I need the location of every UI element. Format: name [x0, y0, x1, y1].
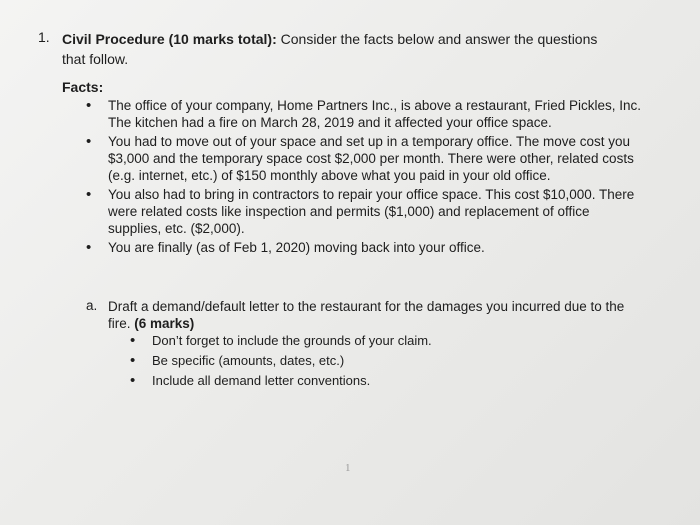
facts-list — [86, 97, 646, 258]
part-a-bullet: • Don’t forget to include the grounds of your claim. — [130, 332, 590, 349]
fact-item: • The office of your company, Home Partners Inc., is above a restaurant, Fried Pickles, Inc. The kitchen had a fire on March 28, 2019 and it affected your office space. — [86, 97, 646, 131]
facts-label: Facts: — [62, 79, 104, 95]
fact-item: • You had to move out of your space and set up in a temporary office. The move cost you $3,000 and the temporary space cost $2,000 per month. There were other, related costs (e.g. internet, etc.) of $150 monthly above what you paid in your old office. — [86, 133, 646, 184]
part-a-text — [108, 298, 648, 332]
part-a-prompt: Draft a demand/default letter to the restaurant for the damages you incurred due to the fire. — [108, 299, 625, 331]
question-title: Civil Procedure (10 marks total): — [62, 31, 277, 47]
part-a-bullet: • Include all demand letter conventions. — [130, 372, 590, 389]
fact-item: • You are finally (as of Feb 1, 2020) moving back into your office. — [86, 239, 646, 256]
page-number: 1 — [345, 462, 351, 474]
question-intro: Consider the facts below and answer the questions that follow. — [62, 31, 598, 67]
question-heading — [62, 29, 622, 69]
fact-item: • You also had to bring in contractors to repair your office space. This cost $10,000. There were related costs like inspection and permits ($1,000) and replacement of office supplies, etc. ($2,000). — [86, 186, 646, 237]
part-a-label: a. — [86, 298, 98, 313]
part-a-bullet: • Be specific (amounts, dates, etc.) — [130, 352, 590, 369]
part-a-marks: (6 marks) — [134, 316, 195, 331]
question-number: 1. — [38, 29, 50, 45]
part-a-bullets — [130, 332, 590, 392]
